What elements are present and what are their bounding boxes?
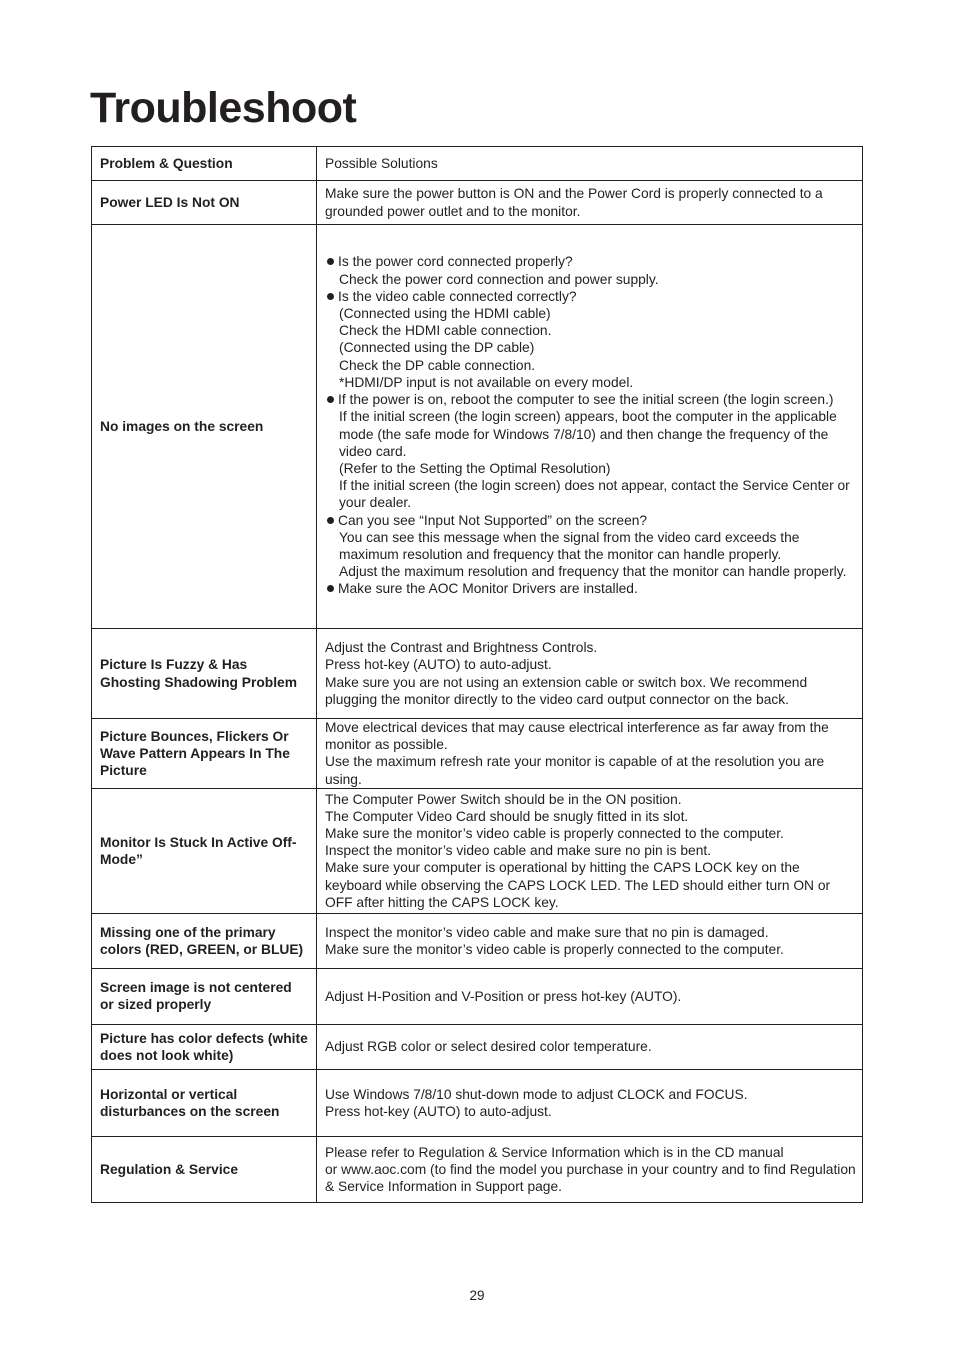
table-row (92, 225, 863, 629)
bullet-item: Can you see “Input Not Supported” on the screen? (325, 512, 856, 529)
solution-line: Make sure your computer is operational by hitting the CAPS LOCK key on the keyboard while observing the CAPS LOCK LED. The LED should either turn ON or OFF after hitting the CAPS LOCK key. (325, 860, 831, 910)
solution-line: Make sure you are not using an extension cable or switch box. We recommend plugging the monitor directly to the video card output connector on the back. (325, 674, 808, 707)
solution-line: Inspect the monitor’s video cable and make sure that no pin is damaged. (325, 924, 769, 940)
problem-cell: Screen image is not centered or sized properly (92, 968, 317, 1024)
solution-line: Check the HDMI cable connection. (339, 323, 552, 339)
bullet-item: If the power is on, reboot the computer to see the initial screen (the login screen.) (325, 391, 856, 408)
solution-line: Move electrical devices that may cause electrical interference as far away from the monitor as possible. (325, 720, 829, 753)
header-solution: Possible Solutions (317, 147, 863, 181)
solution-line: Please refer to Regulation & Service Information which is in the CD manual (325, 1144, 784, 1160)
problem-cell: Power LED Is Not ON (92, 181, 317, 225)
solution-line: Use Windows 7/8/10 shut-down mode to adjust CLOCK and FOCUS. (325, 1086, 748, 1102)
page-number: 29 (469, 1288, 485, 1303)
problem-cell: Picture has color defects (white does not look white) (92, 1024, 317, 1069)
problem-cell: No images on the screen (92, 225, 317, 629)
problem-cell: Regulation & Service (92, 1136, 317, 1202)
solution-line: Make sure the monitor’s video cable is properly connected to the computer. (325, 941, 784, 957)
solution-cell (317, 719, 863, 789)
solution-line: You can see this message when the signal from the video card exceeds the maximum resolution and frequency that the monitor can handle properly. (339, 529, 800, 562)
solution-line: Check the DP cable connection. (339, 357, 536, 373)
solution-line: Adjust RGB color or select desired color temperature. (325, 1039, 652, 1055)
solution-line: or www.aoc.com (to find the model you purchase in your country and to find Regulation & Service Information in Support page. (325, 1161, 856, 1194)
table-row (92, 629, 863, 719)
table-row (92, 1069, 863, 1136)
solution-line: Make sure the monitor’s video cable is properly connected to the computer. (325, 826, 784, 841)
solution-cell (317, 968, 863, 1024)
solution-cell (317, 1069, 863, 1136)
problem-cell: Monitor Is Stuck In Active Off-Mode” (92, 788, 317, 913)
table-row (92, 719, 863, 789)
page-title: Troubleshoot (90, 84, 357, 132)
bullet-item: Make sure the AOC Monitor Drivers are installed. (325, 580, 856, 597)
problem-cell: Horizontal or vertical disturbances on the screen (92, 1069, 317, 1136)
bullet-item: Is the video cable connected correctly? (325, 288, 856, 305)
table-row (92, 1136, 863, 1202)
table-row (92, 788, 863, 913)
solution-line: Check the power cord connection and power supply. (339, 271, 659, 287)
header-question: Problem & Question (92, 147, 317, 181)
solution-line: If the initial screen (the login screen) does not appear, contact the Service Center or your dealer. (339, 478, 850, 511)
solution-line: Adjust H-Position and V-Position or press hot-key (AUTO). (325, 988, 682, 1004)
table-header-row (92, 147, 863, 181)
solution-line: (Refer to the Setting the Optimal Resolution) (339, 460, 611, 476)
table-row (92, 1024, 863, 1069)
solution-line: Adjust the maximum resolution and frequency that the monitor can handle properly. (339, 564, 847, 580)
solution-line: Make sure the power button is ON and the Power Cord is properly connected to a grounded power outlet and to the monitor. (325, 186, 823, 219)
solution-cell (317, 629, 863, 719)
solution-cell (317, 913, 863, 968)
solution-line: *HDMI/DP input is not available on every model. (339, 374, 634, 390)
solution-line: If the initial screen (the login screen) appears, boot the computer in the applicable mode (the safe mode for Windows 7/8/10) and then change the frequency of the video card. (339, 409, 837, 459)
problem-cell: Missing one of the primary colors (RED, GREEN, or BLUE) (92, 913, 317, 968)
troubleshoot-table (91, 146, 863, 1203)
bullet-item: Is the power cord connected properly? (325, 253, 856, 270)
problem-cell: Picture Bounces, Flickers Or Wave Pattern Appears In The Picture (92, 719, 317, 789)
solution-cell (317, 181, 863, 225)
solution-line: Use the maximum refresh rate your monitor is capable of at the resolution you are using. (325, 754, 825, 787)
solution-cell (317, 1024, 863, 1069)
solution-line: The Computer Video Card should be snugly fitted in its slot. (325, 808, 689, 824)
solution-cell (317, 225, 863, 629)
solution-cell (317, 788, 863, 913)
solution-line: Inspect the monitor’s video cable and make sure no pin is bent. (325, 843, 712, 859)
solution-line: Press hot-key (AUTO) to auto-adjust. (325, 1103, 552, 1119)
solution-line: (Connected using the HDMI cable) (339, 306, 551, 322)
solution-line: Adjust the Contrast and Brightness Controls. (325, 640, 598, 656)
problem-cell: Picture Is Fuzzy & Has Ghosting Shadowing Problem (92, 629, 317, 719)
table-row (92, 968, 863, 1024)
solution-line: (Connected using the DP cable) (339, 340, 535, 356)
solution-line: Press hot-key (AUTO) to auto-adjust. (325, 657, 552, 673)
solution-cell (317, 1136, 863, 1202)
table-row (92, 181, 863, 225)
table-row (92, 913, 863, 968)
solution-line: The Computer Power Switch should be in the ON position. (325, 791, 682, 807)
